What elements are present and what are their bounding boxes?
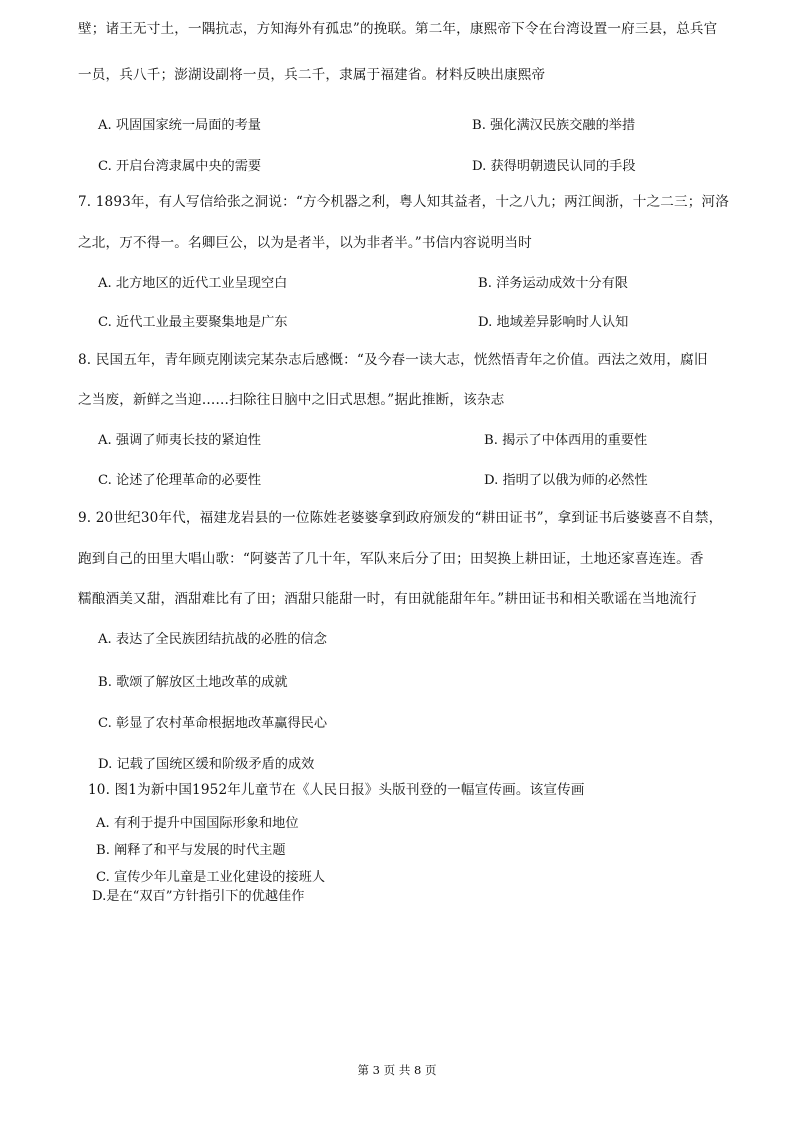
q8-option-a: A. 强调了师夷长技的紧迫性 bbox=[98, 433, 261, 448]
q6-stem-line-1: 壁；诸王无寸土，一隅抗志，方知海外有孤忠”的挽联。第二年，康熙帝下令在台湾设置一府三县，总兵官 bbox=[78, 21, 718, 37]
q8-option-b: B. 揭示了中体西用的重要性 bbox=[484, 433, 648, 448]
q7-option-b: B. 洋务运动成效十分有限 bbox=[478, 276, 628, 291]
q6-stem-line-2: 一员，兵八千；澎湖设副将一员，兵二千，隶属于福建省。材料反映出康熙帝 bbox=[78, 67, 546, 83]
q6-option-c: C. 开启台湾隶属中央的需要 bbox=[98, 159, 262, 174]
q8-stem-line-2: 之当废，新鲜之当迎……扫除往日脑中之旧式思想。”据此推断，该杂志 bbox=[78, 392, 505, 408]
q9-stem-line-1: 9. 20世纪30年代，福建龙岩县的一位陈姓老婆婆拿到政府颁发的“耕田证书”，拿到证书后婆婆喜不自禁， bbox=[78, 510, 723, 526]
q9-option-c: C. 彰显了农村革命根据地改革赢得民心 bbox=[98, 716, 328, 731]
q7-option-c: C. 近代工业最主要聚集地是广东 bbox=[98, 315, 288, 330]
q8-option-c: C. 论述了伦理革命的必要性 bbox=[98, 473, 262, 488]
q10-option-a: A. 有利于提升中国国际形象和地位 bbox=[96, 816, 299, 831]
q9-option-a: A. 表达了全民族团结抗战的必胜的信念 bbox=[98, 632, 327, 647]
q7-option-a: A. 北方地区的近代工业呈现空白 bbox=[98, 276, 288, 291]
q7-stem-line-2: 之北，万不得一。名卿巨公，以为是者半，以为非者半。”书信内容说明当时 bbox=[78, 235, 532, 251]
q6-option-a: A. 巩固国家统一局面的考量 bbox=[98, 118, 261, 133]
q10-stem-line-1: 10. 图1为新中国1952年儿童节在《人民日报》头版刊登的一幅宣传画。该宣传画 bbox=[88, 782, 585, 798]
q10-option-c: C. 宣传少年儿童是工业化建设的接班人 bbox=[96, 870, 326, 885]
q10-option-b: B. 阐释了和平与发展的时代主题 bbox=[96, 843, 286, 858]
page-number: 第 3 页 共 8 页 bbox=[357, 1063, 437, 1077]
q6-option-d: D. 获得明朝遗民认同的手段 bbox=[472, 159, 636, 174]
q8-stem-line-1: 8. 民国五年，青年顾克刚读完某杂志后感慨：“及今春一读大志，恍然悟青年之价值。西法之效用，腐旧 bbox=[78, 352, 708, 368]
q6-option-b: B. 强化满汉民族交融的举措 bbox=[472, 118, 636, 133]
q7-option-d: D. 地域差异影响时人认知 bbox=[478, 315, 629, 330]
q9-option-d: D. 记载了国统区缓和阶级矛盾的成效 bbox=[98, 757, 315, 772]
q10-option-d: D.是在“双百”方针指引下的优越佳作 bbox=[92, 889, 305, 904]
q9-option-b: B. 歌颂了解放区土地改革的成就 bbox=[98, 675, 288, 690]
q9-stem-line-3: 糯酿酒美又甜，酒甜难比有了田；酒甜只能甜一时，有田就能甜年年。”耕田证书和相关歌谣在当地流行 bbox=[78, 591, 697, 607]
q9-stem-line-2: 跑到自己的田里大唱山歌：“阿婆苦了几十年，军队来后分了田；田契换上耕田证，土地还家喜连连。香 bbox=[78, 551, 704, 567]
q7-stem-line-1: 7. 1893年，有人写信给张之洞说：“方今机器之利，粤人知其益者，十之八九；两江闽浙，十之二三；河洛 bbox=[78, 194, 730, 210]
q8-option-d: D. 指明了以俄为师的必然性 bbox=[484, 473, 648, 488]
